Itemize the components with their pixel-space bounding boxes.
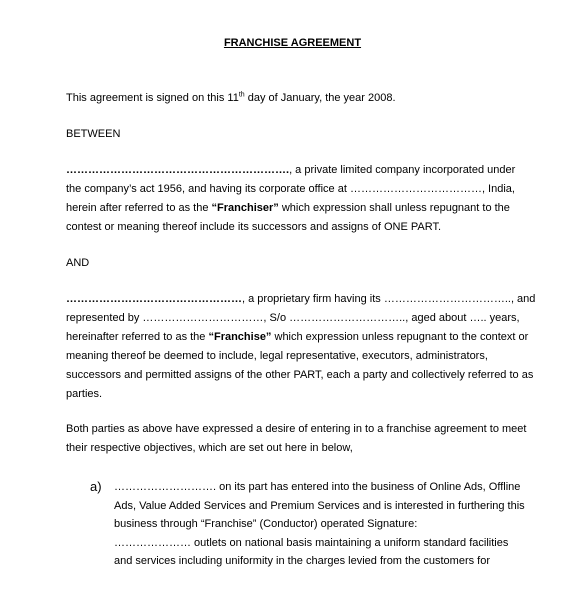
party2-name-blank: ………………………………………… (66, 293, 242, 305)
between-heading: BETWEEN (66, 128, 121, 140)
party2-line-6: parties. (66, 388, 103, 400)
item-a-line-3: business through “Franchise” (Conductor) operated Signature: (114, 518, 418, 530)
party1-line-1-rest: , a private limited company incorporated under (289, 164, 516, 176)
party1-name-blank: ……………………………………………………. (66, 164, 290, 176)
and-heading: AND (66, 257, 90, 269)
party1-line-2: the company’s act 1956, and having its corporate office at ………………………………, India, (66, 183, 515, 195)
party2-line-5: successors and permitted assigns of the other PART, each a party and collectively referred to as (66, 369, 534, 381)
item-a-line-5: and services including uniformity in the charges levied from the customers for (114, 555, 491, 567)
party1-line-3 (66, 201, 510, 215)
party2-line-3-b: which expression unless repugnant to the context or (271, 331, 529, 343)
item-a-line-1: ………………………. on its part has entered into the business of Online Ads, Offline (114, 481, 521, 493)
both-parties-line-1: Both parties as above have expressed a desire of entering in to a franchise agreement to meet (66, 423, 527, 435)
intro-text-before: This agreement is signed on this 11 (66, 92, 239, 104)
party2-line-2: represented by ……………………………, S/o ………………………….., aged about ….. years, (66, 312, 520, 324)
intro-line (66, 91, 396, 105)
party2-line-1-rest: , a proprietary firm having its …………………………….., and (242, 293, 536, 305)
franchise-term: “Franchise” (208, 331, 272, 343)
item-a-marker: a) (90, 479, 102, 494)
document-title: FRANCHISE AGREEMENT (223, 37, 362, 49)
item-a-line-2: Ads, Value Added Services and Premium Services and is interested in furthering this (114, 500, 525, 512)
party1-line-3-b: which expression shall unless repugnant to the (278, 202, 510, 214)
party1-line-4: contest or meaning thereof include its successors and assigns of ONE PART. (66, 221, 441, 233)
both-parties-line-2: their respective objectives, which are set out here in below, (66, 442, 353, 454)
party1-line-3-a: herein after referred to as the (66, 202, 212, 214)
party2-line-3 (66, 330, 528, 344)
party2-line-3-a: hereinafter referred to as the (66, 331, 209, 343)
intro-day-suffix: th (238, 91, 245, 99)
party2-line-1 (66, 292, 535, 306)
party2-line-4: meaning thereof be deemed to include, legal representative, executors, administrators, (66, 350, 488, 362)
intro-text-after: day of January, the year 2008. (244, 92, 396, 104)
item-a-line-4: ………………… outlets on national basis maintaining a uniform standard facilities (114, 537, 509, 549)
franchiser-term: “Franchiser” (211, 202, 279, 214)
party1-line-1 (66, 163, 515, 177)
